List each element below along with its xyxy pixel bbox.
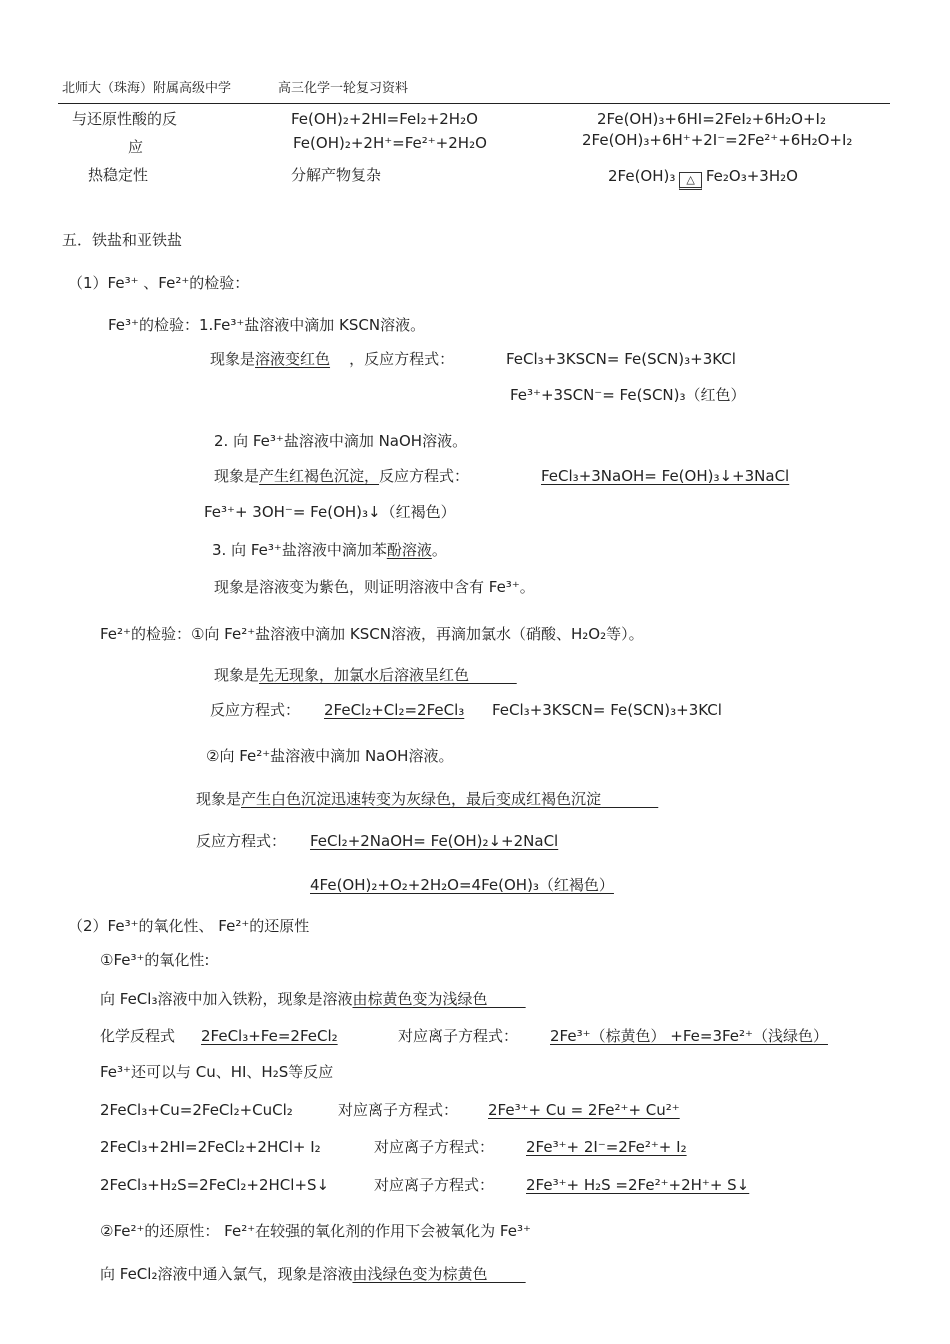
equation: FeCl₃+3NaOH= Fe(OH)₃↓+3NaCl [541, 467, 790, 485]
label: 反应方程式： [210, 701, 301, 719]
fe3-test-line: 2. 向 Fe³⁺盐溶液中滴加 NaOH溶液。 [214, 432, 468, 450]
subsection-title: （2）Fe³⁺的氧化性、 Fe²⁺的还原性 [68, 917, 310, 935]
label: 现象是 [214, 467, 260, 485]
observation-answer: 产生白色沉淀迅速转变为灰绿色，最后变成红褐色沉淀 [241, 790, 602, 808]
label: 化学反程式 [100, 1027, 176, 1045]
ionic-equation: 2Fe³⁺+ Cu = 2Fe²⁺+ Cu²⁺ [488, 1101, 680, 1119]
label: ，反应方程式： [349, 350, 455, 368]
observation-line: 现象是溶液变为紫色，则证明溶液中含有 Fe³⁺。 [214, 578, 535, 596]
text: 向 FeCl₂溶液中通入氯气，现象是溶液 [100, 1265, 353, 1283]
topic-title: ②Fe²⁺的还原性： Fe²⁺在较强的氧化剂的作用下会被氧化为 Fe³⁺ [100, 1222, 531, 1240]
label: 对应离子方程式： [398, 1027, 519, 1045]
label: 对应离子方程式： [338, 1101, 459, 1119]
observation-answer: 由棕黄色变为浅绿色 [352, 990, 488, 1008]
table-row-label: 与还原性酸的反 [72, 110, 178, 128]
ionic-equation: 2Fe³⁺+ H₂S =2Fe²⁺+2H⁺+ S↓ [526, 1176, 750, 1194]
text: 向 FeCl₃溶液中加入铁粉，现象是溶液 [100, 990, 353, 1008]
equation: FeCl₃+3KSCN= Fe(SCN)₃+3KCl [492, 701, 722, 719]
observation-answer: 溶液变红色 [255, 350, 331, 368]
equation: 2FeCl₃+H₂S=2FeCl₂+2HCl+S↓ [100, 1176, 330, 1194]
equation: 2FeCl₂+Cl₂=2FeCl₃ [324, 701, 465, 719]
equation: 4Fe(OH)₂+O₂+2H₂O=4Fe(OH)₃（红褐色） [310, 876, 614, 894]
header-rule [58, 103, 890, 104]
header-school: 北师大（珠海）附属高级中学 [62, 81, 232, 96]
equation: 2FeCl₃+Fe=2FeCl₂ [201, 1027, 338, 1045]
fe3-test-line [212, 541, 447, 559]
label: 现象是 [214, 666, 260, 684]
table-cell: 2Fe(OH)₃+6HI=2FeI₂+6H₂O+I₂ [597, 110, 826, 128]
label: 现象是 [210, 350, 256, 368]
text-line: Fe³⁺还可以与 Cu、HI、H₂S等反应 [100, 1063, 334, 1081]
equation: FeCl₃+3KSCN= Fe(SCN)₃+3KCl [506, 350, 736, 368]
observation-answer: 由浅绿色变为棕黄色 [352, 1265, 488, 1283]
equation-right: Fe₂O₃+3H₂O [705, 167, 798, 185]
table-cell: Fe(OH)₂+2HI=FeI₂+2H₂O [291, 110, 478, 128]
label: 对应离子方程式： [374, 1176, 495, 1194]
observation-line [214, 467, 469, 485]
text: 酚溶液 [386, 541, 432, 559]
observation-line [196, 790, 658, 808]
observation-answer: 产生红褐色沉淀， [259, 467, 380, 485]
heat-triangle-icon: △ [679, 172, 701, 190]
table-cell [608, 167, 798, 190]
ionic-equation: Fe³⁺+ 3OH⁻= Fe(OH)₃↓（红褐色） [204, 503, 456, 521]
equation-left: 2Fe(OH)₃ [608, 167, 676, 185]
text: 。 [431, 541, 447, 559]
text: 3. 向 Fe³⁺盐溶液中滴加苯 [212, 541, 387, 559]
table-cell: 2Fe(OH)₃+6H⁺+2I⁻=2Fe²⁺+6H₂O+I₂ [582, 131, 853, 149]
fe3-test-line: Fe³⁺的检验：1.Fe³⁺盐溶液中滴加 KSCN溶液。 [108, 316, 426, 334]
subsection-title: （1）Fe³⁺ 、Fe²⁺的检验： [68, 274, 250, 292]
equation: 2FeCl₃+Cu=2FeCl₂+CuCl₂ [100, 1101, 293, 1119]
label: 现象是 [196, 790, 242, 808]
table-cell: 分解产物复杂 [291, 166, 382, 184]
label: 反应方程式： [196, 832, 287, 850]
text-line [100, 1265, 526, 1283]
fe2-test-line: Fe²⁺的检验：①向 Fe²⁺盐溶液中滴加 KSCN溶液，再滴加氯水（硝酸、H₂O₂等）。 [100, 625, 644, 643]
label: 对应离子方程式： [374, 1138, 495, 1156]
equation: FeCl₂+2NaOH= Fe(OH)₂↓+2NaCl [310, 832, 559, 850]
ionic-equation: 2Fe³⁺+ 2I⁻=2Fe²⁺+ I₂ [526, 1138, 687, 1156]
table-row-label: 热稳定性 [88, 166, 149, 184]
label: 反应方程式： [379, 467, 470, 485]
observation-line [210, 350, 454, 368]
table-row-label: 应 [128, 138, 144, 156]
ionic-equation: 2Fe³⁺（棕黄色） +Fe=3Fe²⁺（浅绿色） [550, 1027, 828, 1045]
table-cell: Fe(OH)₂+2H⁺=Fe²⁺+2H₂O [293, 134, 487, 152]
observation-line [214, 666, 517, 684]
observation-answer: 先无现象，加氯水后溶液呈红色 [259, 666, 470, 684]
section-title: 五．铁盐和亚铁盐 [62, 231, 183, 249]
topic-title: ①Fe³⁺的氧化性: [100, 951, 210, 969]
text-line [100, 990, 526, 1008]
fe2-test-line: ②向 Fe²⁺盐溶液中滴加 NaOH溶液。 [206, 747, 454, 765]
header-subject: 高三化学一轮复习资料 [278, 81, 409, 96]
equation: 2FeCl₃+2HI=2FeCl₂+2HCl+ I₂ [100, 1138, 321, 1156]
ionic-equation: Fe³⁺+3SCN⁻= Fe(SCN)₃（红色） [510, 386, 746, 404]
